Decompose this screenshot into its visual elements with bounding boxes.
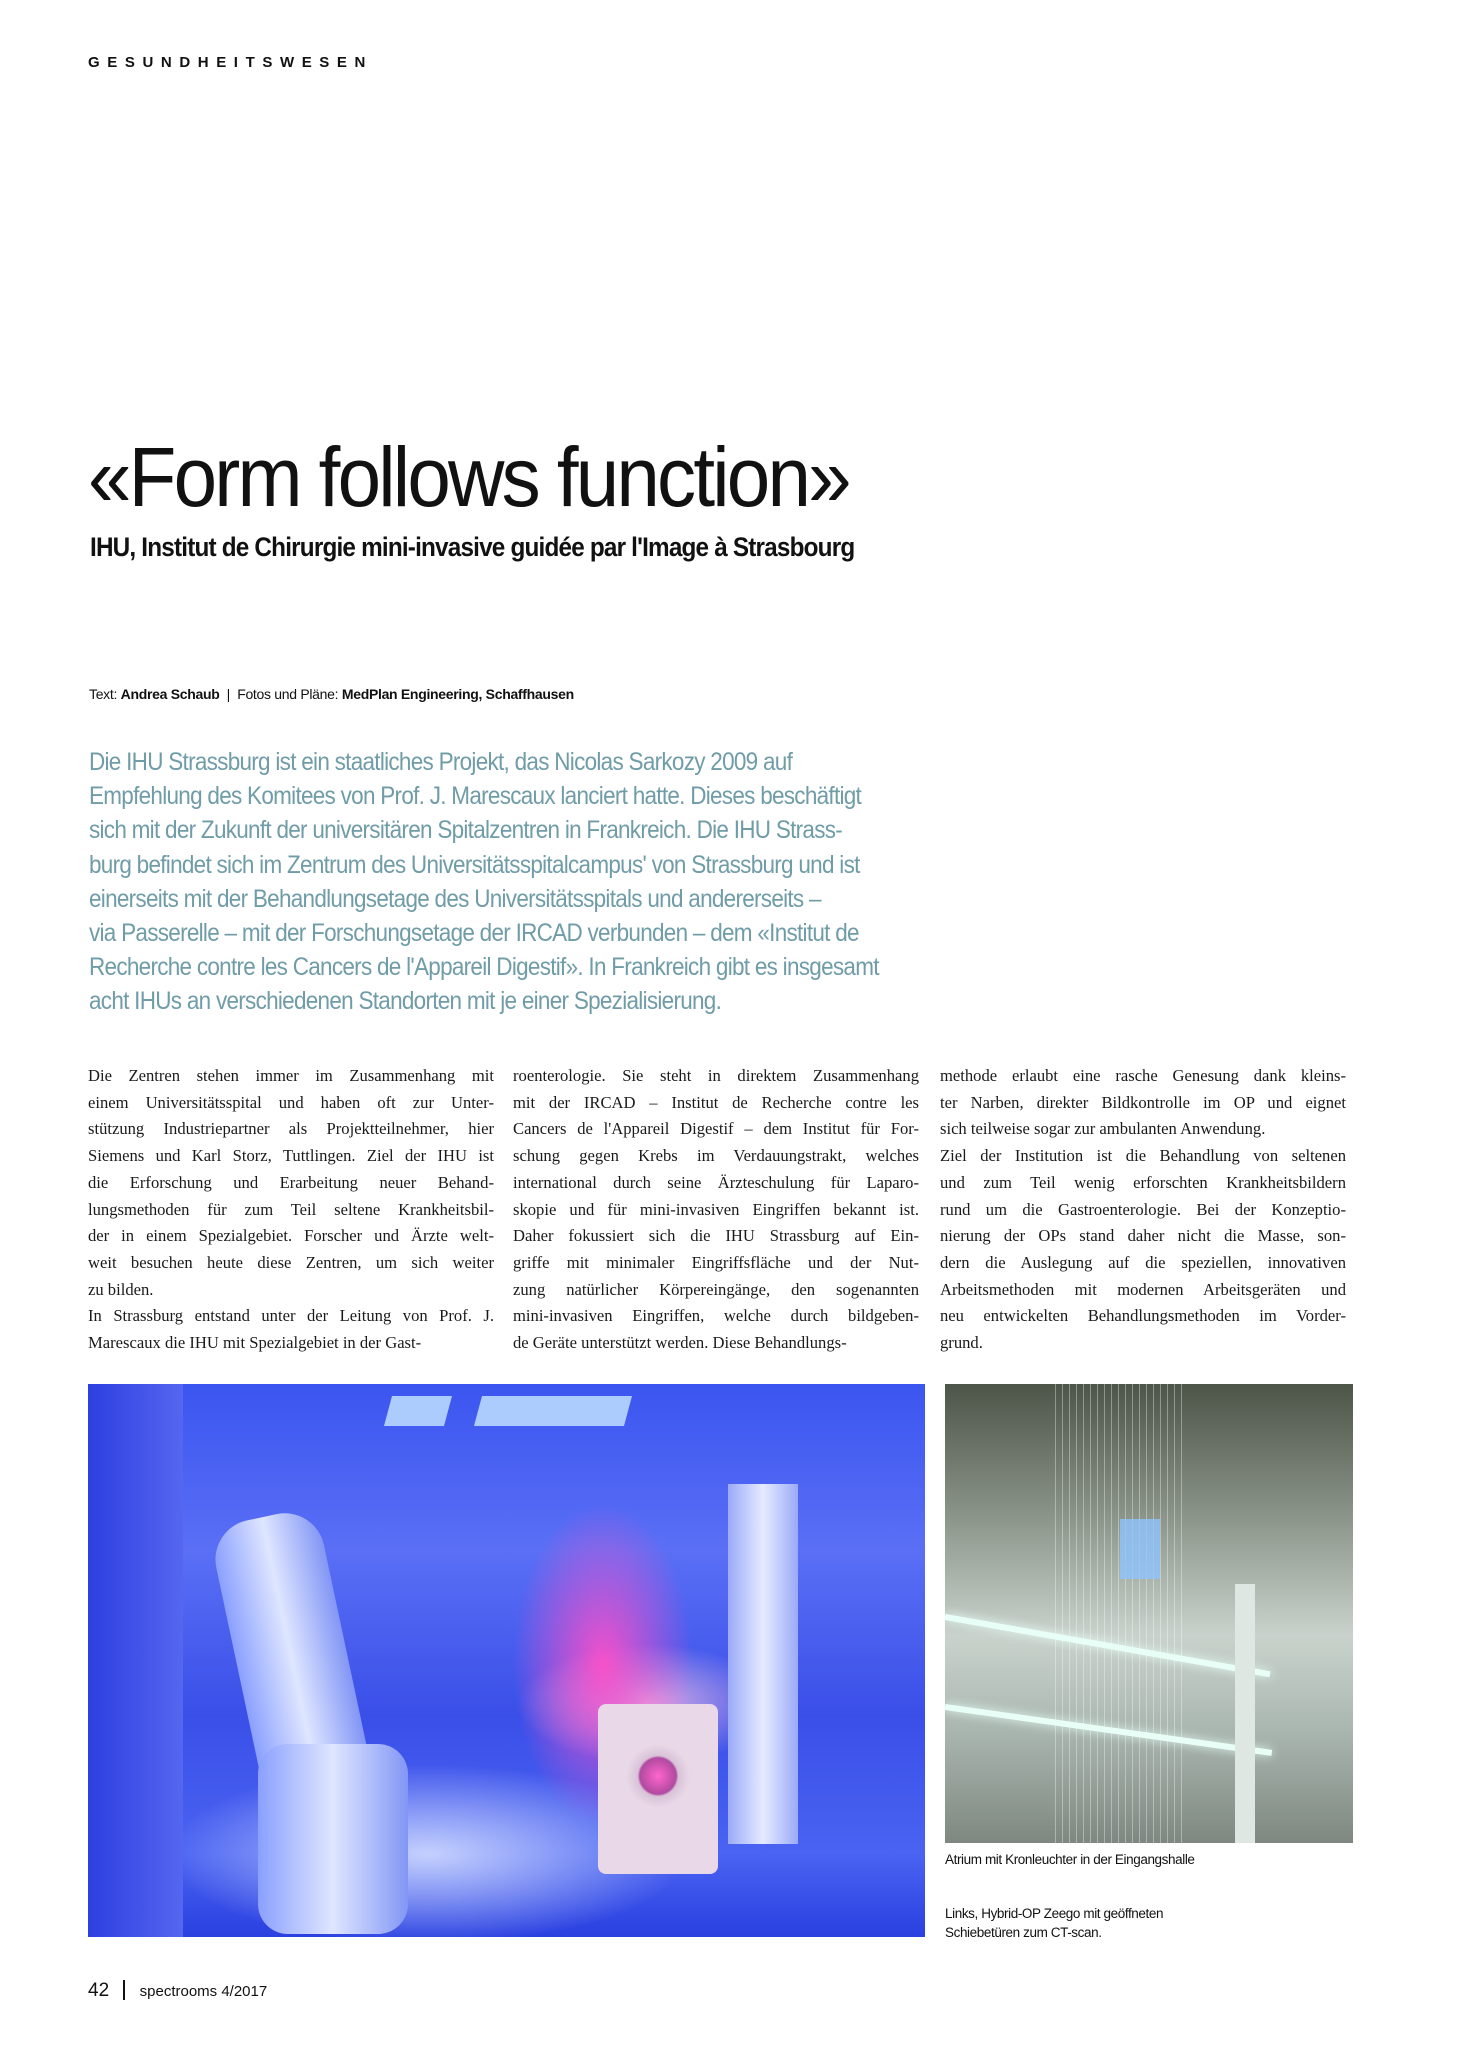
photo-robot-base [258,1744,408,1934]
credit-photos-label: Fotos und Pläne: [237,686,339,702]
body-text-line: ter Narben, direkter Bildkontrolle im OP und eignet [940,1092,1346,1112]
intro-line: via Passerelle – mit der Forschungsetage der IRCAD verbunden – dem «Institut de [89,919,859,948]
section-header: GESUNDHEITSWESEN [88,54,373,71]
body-text-line: mit der IRCAD – Institut de Recherche contre les [513,1092,919,1112]
credit-line [89,686,574,702]
body-text-line: roenterologie. Sie steht in direktem Zusammenhang [513,1066,919,1085]
photo-ceiling-column [728,1484,798,1844]
body-text-line: schung gegen Krebs im Verdauungstrakt, welches [513,1146,919,1166]
body-text-line: rund um die Gastroenterologie. Bei der Konzeptio- [940,1199,1346,1219]
photo-skylight [474,1396,632,1426]
photo-ct-scanner [598,1704,718,1874]
credit-separator: | [223,686,234,702]
body-text-line: Marescaux die IHU mit Spezialgebiet in der Gast- [88,1333,422,1353]
intro-line: acht IHUs an verschiedenen Standorten mit je einer Spezialisierung. [89,987,722,1016]
body-text-line: dern die Auslegung auf die speziellen, innovativen [940,1252,1346,1272]
body-text-line: zung natürlicher Körpereingänge, den sogenannten [513,1279,919,1299]
body-text-line: zu bilden. [88,1279,154,1299]
intro-line: einerseits mit der Behandlungsetage des Universitätsspitals und andererseits – [89,884,821,913]
photo-pillar [1235,1584,1255,1843]
intro-line: Die IHU Strassburg ist ein staatliches Projekt, das Nicolas Sarkozy 2009 auf [89,748,793,776]
body-text-line: Die Zentren stehen immer im Zusammenhang mit [88,1066,494,1085]
photo-hybrid-operating-room [88,1384,925,1937]
body-text-line: nierung der OPs stand daher nicht die Masse, son- [940,1226,1346,1246]
body-text-line: griffe mit minimaler Eingriffsfläche und der Nut- [513,1252,919,1272]
body-text-line: Cancers de l'Appareil Digestif – dem Institut für For- [513,1119,919,1139]
body-text-line: de Geräte unterstützt werden. Diese Behandlungs- [513,1333,847,1353]
intro-lead [89,745,1169,1019]
caption-atrium: Atrium mit Kronleuchter in der Eingangshalle [945,1852,1195,1867]
intro-line: burg befindet sich im Zentrum des Universitätsspitalcampus' von Strassburg und ist [89,850,860,879]
body-text-line: Daher fokussiert sich die IHU Strassburg auf Ein- [513,1226,919,1246]
body-column-2 [513,1063,919,1357]
body-text-line: skopie und für mini-invasiven Eingriffen bekannt ist. [513,1199,919,1219]
body-text-line: grund. [940,1333,983,1353]
caption-line: Schiebetüren zum CT-scan. [945,1925,1102,1940]
body-text-line: lungsmethoden für zum Teil seltene Krankheitsbil- [88,1199,494,1219]
footer-divider [123,1980,125,2000]
magazine-issue: spectrooms 4/2017 [139,1983,268,2000]
body-text-line: weit besuchen heute diese Zentren, um sich weiter [88,1252,494,1272]
credit-author: Andrea Schaub [120,686,220,702]
article-title: «Form follows function» [88,430,849,524]
intro-line: Recherche contre les Cancers de l'Appareil Digestif». In Frankreich gibt es insgesamt [89,953,879,982]
credit-photographer: MedPlan Engineering, Schaffhausen [341,686,574,702]
page-footer [88,1980,267,2002]
body-text-line: Arbeitsmethoden mit modernen Arbeitsgeräten und [940,1279,1346,1299]
photo-atrium-chandelier [945,1384,1353,1843]
body-text-line: In Strassburg entstand unter der Leitung von Prof. J. [88,1306,494,1326]
body-text-line: neu entwickelten Behandlungsmethoden im Vorder- [940,1306,1346,1326]
page-number: 42 [88,1980,110,2001]
photo-skylight [384,1396,452,1426]
body-text-line: Ziel der Institution ist die Behandlung von seltenen [940,1146,1346,1166]
body-text-line: sich teilweise sogar zur ambulanten Anwendung. [940,1119,1266,1139]
body-text-line: stützung Industriepartner als Projektteilnehmer, hier [88,1119,494,1139]
body-text-line: mini-invasiven Eingriffen, welche durch bildgeben- [513,1306,919,1326]
body-column-3 [940,1063,1346,1357]
intro-line: Empfehlung des Komitees von Prof. J. Marescaux lanciert hatte. Dieses beschäftigt [89,782,862,811]
body-text-line: und zum Teil wenig erforschten Krankheitsbildern [940,1172,1346,1192]
body-text-line: Siemens und Karl Storz, Tuttlingen. Ziel der IHU ist [88,1146,494,1166]
intro-line: sich mit der Zukunft der universitären Spitalzentren in Frankreich. Die IHU Strass- [89,816,843,845]
body-text-line: einem Universitätsspital und haben oft zur Unter- [88,1092,494,1112]
photo-skylight [1120,1519,1160,1579]
body-text-line: der in einem Spezialgebiet. Forscher und Ärzte welt- [88,1226,494,1246]
article-subtitle: IHU, Institut de Chirurgie mini-invasive guidée par l'Image à Strasbourg [90,532,855,562]
body-text-line: international durch seine Ärzteschulung für Laparo- [513,1172,919,1192]
caption-line: Links, Hybrid-OP Zeego mit geöffneten [945,1906,1164,1921]
body-text-line: die Erforschung und Erarbeitung neuer Behand- [88,1172,494,1192]
credit-text-label: Text: [89,686,118,702]
body-column-1 [88,1063,494,1357]
caption-operating-room [945,1904,1163,1942]
body-text-line: methode erlaubt eine rasche Genesung dank kleins- [940,1066,1346,1085]
photo-wall [88,1384,183,1937]
photo-chandelier-strings [1055,1384,1185,1843]
